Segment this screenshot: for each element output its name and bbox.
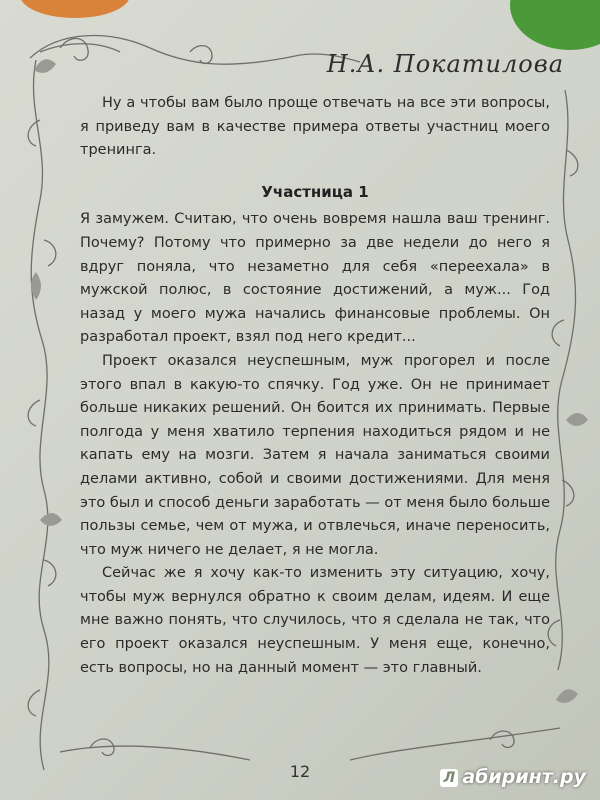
section-title: Участница 1 — [261, 182, 369, 201]
author-header: Н.А. Покатилова — [326, 50, 564, 78]
watermark-text: абиринт.ру — [462, 766, 586, 788]
page-number: 12 — [289, 762, 311, 781]
page-text — [80, 92, 550, 680]
paragraph-1: Я замужем. Считаю, что очень вовремя нашла ваш тренинг. Почему? Потому что примерно за две недели до него я вдруг поняла, что незаметно для себя «переехала» в мужской полюс, в состояние достижений, а муж... Год назад у моего мужа начались финансовые проблемы. Он разработал проект, взял под него кредит... — [80, 211, 550, 346]
intro-paragraph: Ну а чтобы вам было проще отвечать на все эти вопросы, я приведу вам в качестве примера ответы участниц моего тренинга. — [80, 95, 550, 159]
labirint-logo-icon: Л — [440, 769, 458, 787]
paragraph-3: Сейчас же я хочу как-то изменить эту ситуацию, хочу, чтобы муж вернулся обратно к своим делам, идеям. И еще мне важно понять, что случилось, что я сделала не так, что его проект оказался неуспешным. У меня еще, конечно, есть вопросы, но на данный момент — это главный. — [80, 565, 550, 676]
site-watermark — [440, 766, 586, 788]
paragraph-2: Проект оказался неуспешным, муж прогорел и после этого впал в какую-то спячку. Год уже. Он не принимает больше никаких решений. Он боится их принимать. Первые полгода у меня хватило терпения находиться рядом и не капать ему на мозги. Затем я начала заниматься своими делами активно, собой и своими достижениями. Для меня это был и способ деньги заработать — от меня было больше пользы семье, чем от мужа, и отвлечься, иначе переносить, что муж ничего не делает, я не могла. — [80, 352, 550, 558]
